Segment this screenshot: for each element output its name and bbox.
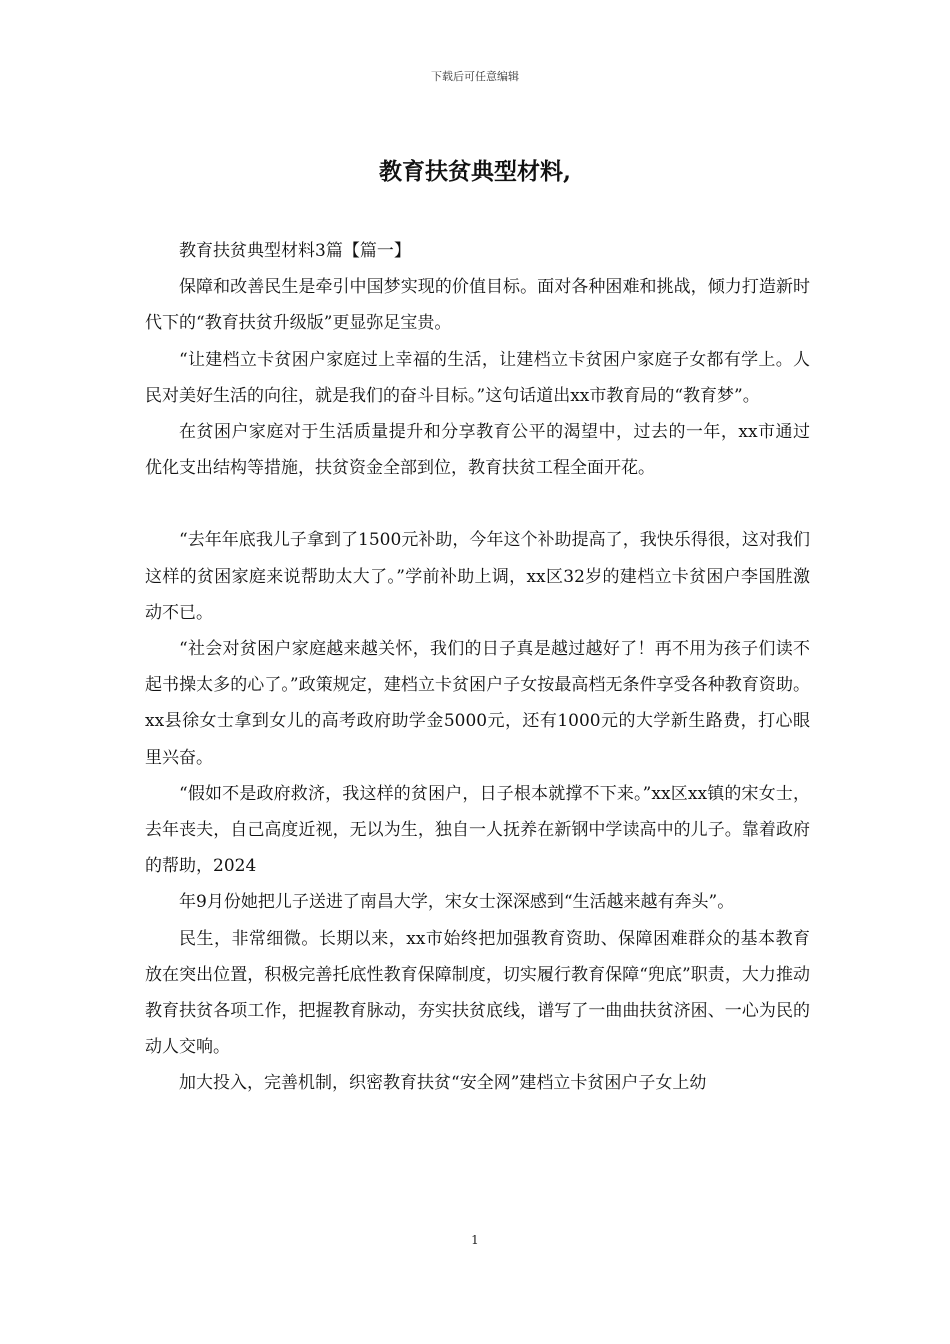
header-note: 下载后可任意编辑 (431, 70, 519, 83)
paragraph: 保障和改善民生是牵引中国梦实现的价值目标。面对各种困难和挑战，倾力打造新时代下的“教育扶贫升级版”更显弥足宝贵。 (145, 277, 810, 334)
paragraph: 在贫困户家庭对于生活质量提升和分享教育公平的渴望中，过去的一年，xx市通过优化支出结构等措施，扶贫资金全部到位，教育扶贫工程全面开花。 (145, 422, 810, 479)
document-title: 教育扶贫典型材料, (378, 158, 571, 185)
paragraph: 年9月份她把儿子送进了南昌大学，宋女士深深感到“生活越来越有奔头”。 (179, 892, 735, 913)
paragraph: “社会对贫困户家庭越来越关怀，我们的日子真是越过越好了！再不用为孩子们读不起书操太多的心了。”政策规定，建档立卡贫困户子女按最高档无条件享受各种教育资助。xx县徐女士拿到女儿的高考政府助学金5000元，还有1000元的大学新生路费，打心眼里兴奋。 (145, 639, 810, 768)
paragraph: 加大投入，完善机制，织密教育扶贫“安全网”建档立卡贫困户子女上幼 (179, 1073, 707, 1094)
page-number: 1 (471, 1233, 479, 1247)
section-heading: 教育扶贫典型材料3篇【篇一】 (179, 241, 411, 261)
paragraph: 民生，非常细微。长期以来，xx市始终把加强教育资助、保障困难群众的基本教育放在突出位置，积极完善托底性教育保障制度，切实履行教育保障“兜底”职责，大力推动教育扶贫各项工作，把握教育脉动，夯实扶贫底线，谱写了一曲曲扶贫济困、一心为民的动人交响。 (145, 928, 810, 1058)
paragraph: “让建档立卡贫困户家庭过上幸福的生活，让建档立卡贫困户家庭子女都有学上。人民对美好生活的向往，就是我们的奋斗目标。”这句话道出xx市教育局的“教育梦”。 (145, 349, 810, 406)
document-body (145, 233, 810, 1102)
paragraph: “去年年底我儿子拿到了1500元补助，今年这个补助提高了，我快乐得很，这对我们这样的贫困家庭来说帮助太大了。”学前补助上调，xx区32岁的建档立卡贫困户李国胜激动不已。 (145, 530, 810, 623)
paragraph: “假如不是政府救济，我这样的贫困户，日子根本就撑不下来。”xx区xx镇的宋女士，去年丧夫，自己高度近视，无以为生，独自一人抚养在新钢中学读高中的儿子。靠着政府的帮助，2024 (145, 783, 810, 877)
